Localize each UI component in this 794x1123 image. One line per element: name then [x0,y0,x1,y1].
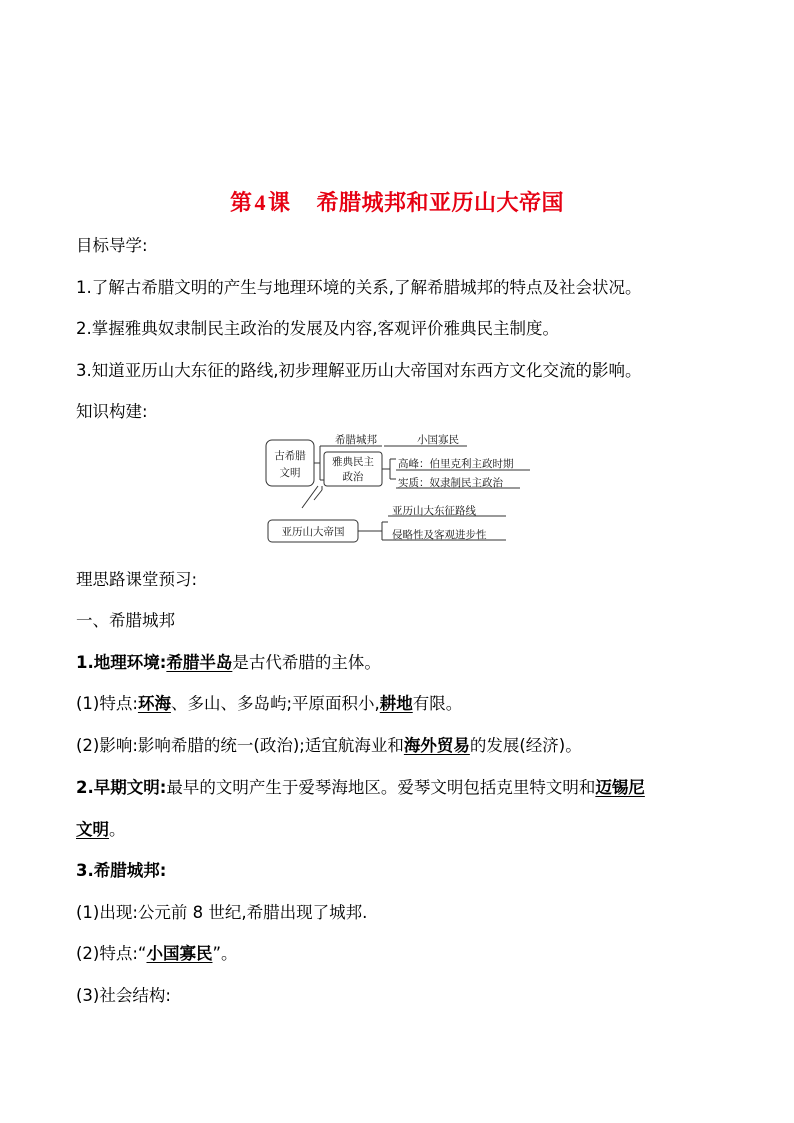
p1-num: 1. [76,653,94,672]
paragraph-features [76,690,462,714]
title-suffix: 课 [267,191,291,216]
branch1-leaf: 小国寡民 [417,434,459,446]
branch2-line-1: 雅典民主 [332,456,374,468]
p2-answer-cont: 文明 [76,820,109,839]
p1a-pre: (1)特点: [76,694,138,713]
preview-heading: 理思路课堂预习: [76,570,198,589]
p2-answer: 迈锡尼 [595,778,645,797]
paragraph-city-features [76,940,238,964]
lesson-title [0,186,794,217]
p3-colon: : [159,861,167,880]
paragraph-early-civilization-cont [76,816,126,840]
p1b-answer: 海外贸易 [403,736,470,755]
title-name: 希腊城邦和亚历山大帝国 [316,191,565,216]
root-box [266,440,314,486]
p2-rest: 最早的文明产生于爱琴海地区。爱琴文明包括克里特文明和 [166,778,596,797]
p1a-mid: 、多山、多岛屿;平原面积小, [170,694,380,713]
p1-colon: : [159,653,167,672]
paragraph-influence [76,732,582,756]
p3b-answer: 小国寡民 [146,944,213,963]
branch2-leaf-1: 高峰：伯里克利主政时期 [398,458,514,470]
paragraph-early-civilization [76,774,645,798]
root-line-1: 古希腊 [274,450,306,462]
paragraph-appearance: (1)出现:公元前 8 世纪,希腊出现了城邦. [76,903,368,922]
paragraph-city-states [76,857,166,881]
section-heading-1: 一、希腊城邦 [76,611,175,630]
title-number: 4 [254,190,266,215]
objectives-heading: 目标导学: [76,236,148,255]
branch2-line-2: 政治 [342,471,364,483]
empire-leaf-2: 侵略性及客观进步性 [392,529,487,541]
branch1-label: 希腊城邦 [335,434,377,446]
objective-item-1: 1.了解古希腊文明的产生与地理环境的关系,了解希腊城邦的特点及社会状况。 [76,278,642,297]
p2-colon: : [159,778,167,797]
knowledge-heading: 知识构建: [76,402,148,421]
p1-label: 地理环境 [93,653,160,672]
p3b-pre: (2)特点:“ [76,944,147,963]
root-line-2: 文明 [279,467,301,479]
paragraph-geography [76,649,381,673]
p2-label: 早期文明 [93,778,160,797]
objective-item-3: 3.知道亚历山大东征的路线,初步理解亚历山大帝国对东西方文化交流的影响。 [76,361,642,380]
p1b-pre: (2)影响:影响希腊的统一(政治);适宜航海业和 [76,736,404,755]
p1-rest: 是古代希腊的主体。 [232,653,381,672]
title-prefix: 第 [229,191,253,216]
p1b-post: 的发展(经济)。 [469,736,582,755]
empire-leaf-1: 亚历山大东征路线 [392,505,476,517]
branch2-leaf-2: 实质：奴隶制民主政治 [398,477,503,489]
knowledge-diagram [262,428,542,550]
objective-item-2: 2.掌握雅典奴隶制民主政治的发展及内容,客观评价雅典民主制度。 [76,319,559,338]
p1-answer: 希腊半岛 [166,653,233,672]
p1a-answer-1: 环海 [137,694,171,713]
p3-label: 3.希腊城邦 [76,861,160,880]
p3b-post: ”。 [212,944,238,963]
p1a-answer-2: 耕地 [379,694,413,713]
p1a-post: 有限。 [412,694,463,713]
p2-post: 。 [109,820,126,839]
knowledge-diagram-svg [262,428,542,550]
paragraph-social-structure: (3)社会结构: [76,986,171,1005]
p2-num: 2. [76,778,94,797]
empire-label: 亚历山大帝国 [281,526,345,538]
